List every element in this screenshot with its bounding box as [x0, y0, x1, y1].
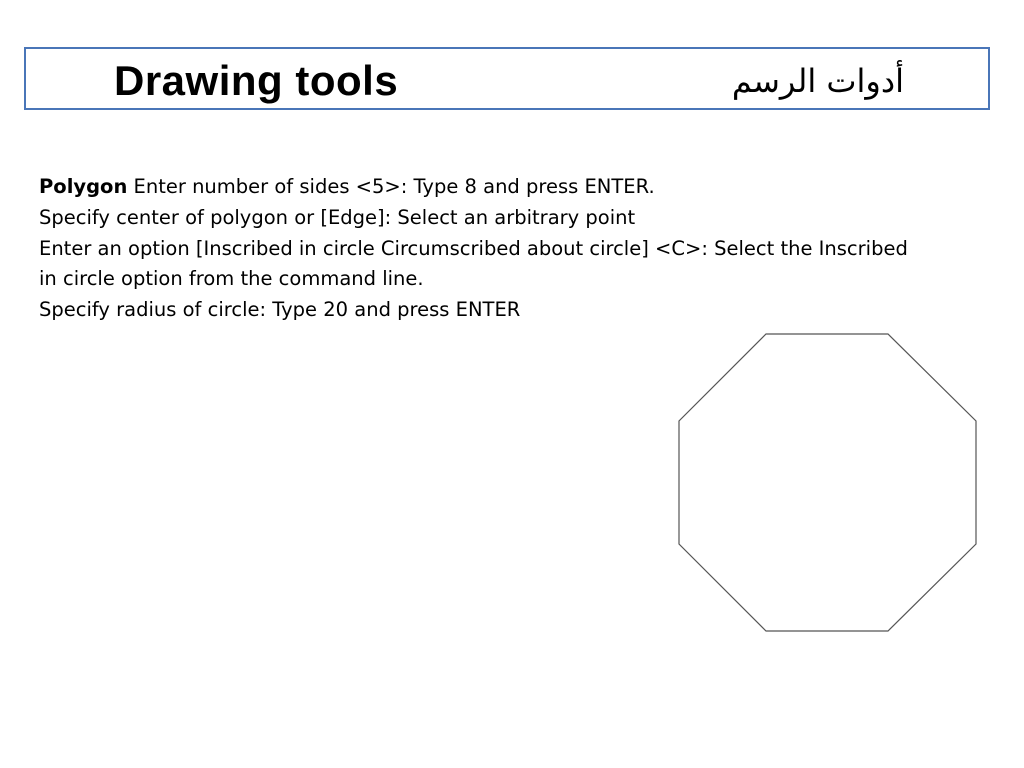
instructions-text [39, 172, 969, 326]
slide-title-english: Drawing tools [114, 57, 399, 104]
instruction-line-5: Specify radius of circle: Type 20 and press ENTER [39, 298, 521, 322]
instruction-line-2: Specify center of polygon or [Edge]: Select an arbitrary point [39, 205, 636, 229]
instruction-line-3: Enter an option [Inscribed in circle Circumscribed about circle] <C>: Select the Inscribed [39, 236, 908, 260]
octagon-figure [676, 332, 980, 634]
polygon-command-label: Polygon [39, 175, 128, 198]
title-box [24, 47, 990, 110]
instruction-line-1-text: Enter number of sides <5>: Type 8 and press ENTER. [127, 175, 655, 198]
octagon-shape [679, 334, 976, 631]
slide-title-arabic: أدوات الرسم [731, 62, 904, 100]
instruction-line-4: in circle option from the command line. [39, 267, 424, 291]
instruction-line-1 [39, 172, 969, 203]
